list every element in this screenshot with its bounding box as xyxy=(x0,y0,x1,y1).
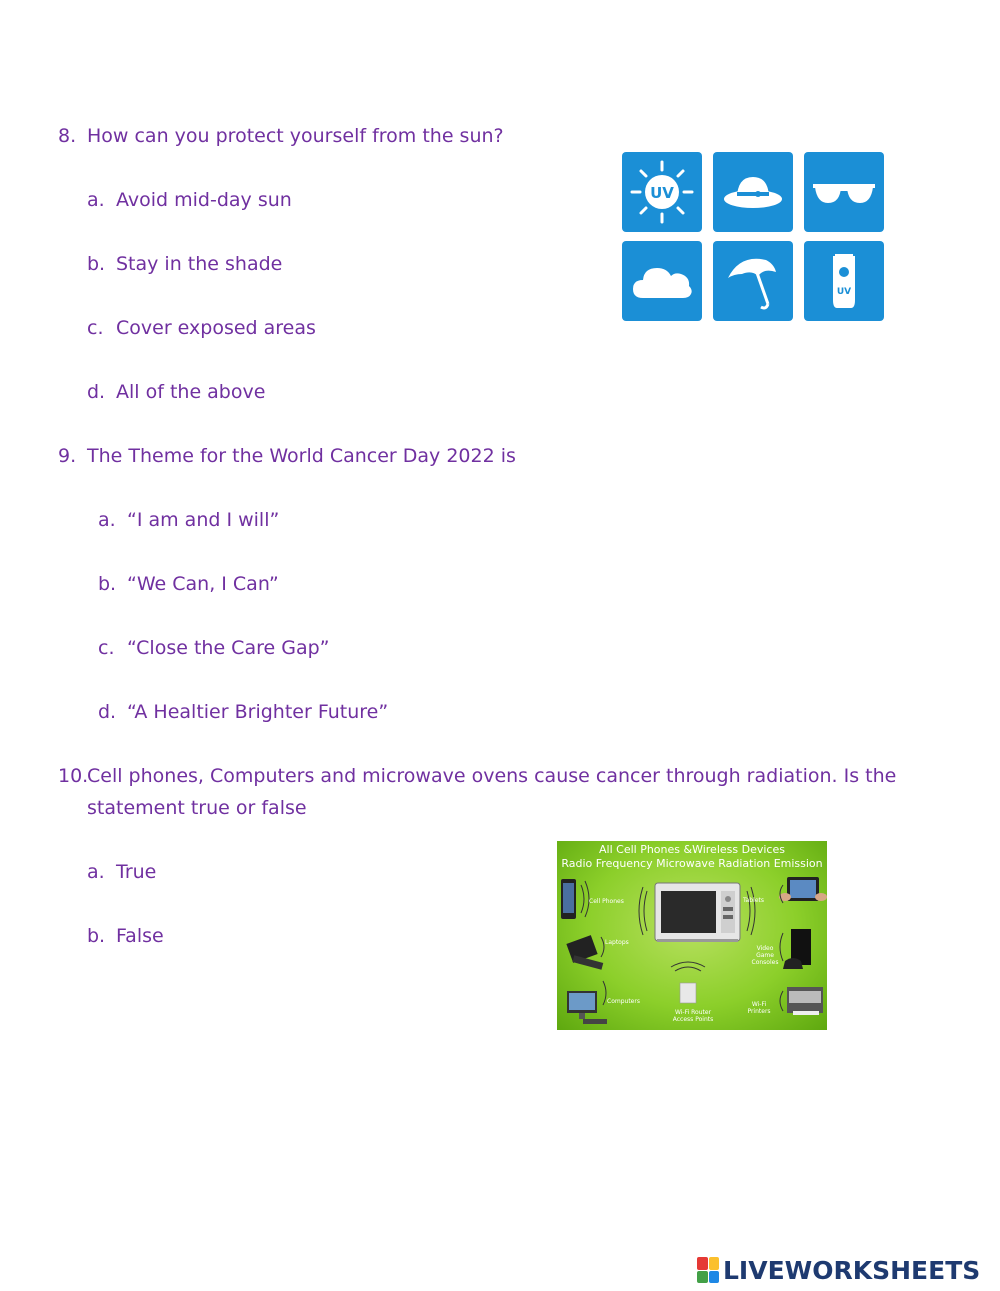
brand-name: LIVEWORKSHEETS xyxy=(723,1255,981,1285)
option-letter: a. xyxy=(98,509,116,531)
option-text: False xyxy=(116,925,164,947)
option-letter: b. xyxy=(87,253,106,275)
printer-icon xyxy=(787,987,823,1015)
cell-phone-icon xyxy=(561,879,576,919)
sunscreen-icon xyxy=(804,241,884,321)
label-video-game: Video Game Consoles xyxy=(751,945,779,966)
option-text: “A Healtier Brighter Future” xyxy=(127,701,389,723)
game-console-icon xyxy=(783,929,811,969)
label-tablets: Tablets xyxy=(743,897,764,904)
brand-badge-icon xyxy=(697,1257,719,1283)
uv-label: UV xyxy=(650,184,674,202)
label-wifi-printers: Wi-Fi Printers xyxy=(747,1001,771,1015)
cloud-icon xyxy=(622,241,702,321)
umbrella-icon xyxy=(713,241,793,321)
label-computers: Computers xyxy=(607,998,640,1005)
wifi-router-icon xyxy=(680,983,696,1003)
sun-protection-icons xyxy=(622,152,884,324)
option-text: Cover exposed areas xyxy=(116,317,316,339)
sunscreen-label: UV xyxy=(836,287,852,297)
option-text: True xyxy=(116,861,157,883)
laptop-icon xyxy=(566,935,603,970)
option-text: “We Can, I Can” xyxy=(127,573,279,595)
question-text: The Theme for the World Cancer Day 2022 is xyxy=(87,445,516,467)
option-text: All of the above xyxy=(116,381,266,403)
question-text: Cell phones, Computers and microwave ovens cause cancer through radiation. Is the statement true or false xyxy=(87,765,897,819)
liveworksheets-logo xyxy=(697,1253,980,1287)
uv-sun-icon xyxy=(622,152,702,232)
option-letter: d. xyxy=(98,701,117,723)
sunglasses-icon xyxy=(804,152,884,232)
option-text: Avoid mid-day sun xyxy=(116,189,292,211)
label-cell-phones: Cell Phones xyxy=(589,898,624,905)
question-number: 10. xyxy=(58,765,89,787)
question-text: How can you protect yourself from the sun? xyxy=(87,125,504,147)
option-letter: a. xyxy=(87,189,105,211)
microwave-icon xyxy=(655,883,740,942)
computer-icon xyxy=(567,991,607,1024)
radiation-title-1: All Cell Phones &Wireless Devices xyxy=(599,843,785,856)
option-text: “Close the Care Gap” xyxy=(127,637,330,659)
question-number: 9. xyxy=(58,445,77,467)
option-text: Stay in the shade xyxy=(116,253,283,275)
label-wifi-router: Wi-Fi Router Access Points xyxy=(672,1009,714,1023)
option-letter: a. xyxy=(87,861,105,883)
option-letter: c. xyxy=(98,637,115,659)
option-letter: d. xyxy=(87,381,106,403)
option-letter: b. xyxy=(98,573,117,595)
option-letter: c. xyxy=(87,317,104,339)
option-text: “I am and I will” xyxy=(127,509,280,531)
label-laptops: Laptops xyxy=(605,939,629,946)
option-letter: b. xyxy=(87,925,106,947)
sun-hat-icon xyxy=(713,152,793,232)
radiation-title-2: Radio Frequency Microwave Radiation Emission xyxy=(561,857,823,870)
tablet-icon xyxy=(779,877,827,901)
radiation-devices-image xyxy=(557,841,827,1030)
question-number: 8. xyxy=(58,125,77,147)
